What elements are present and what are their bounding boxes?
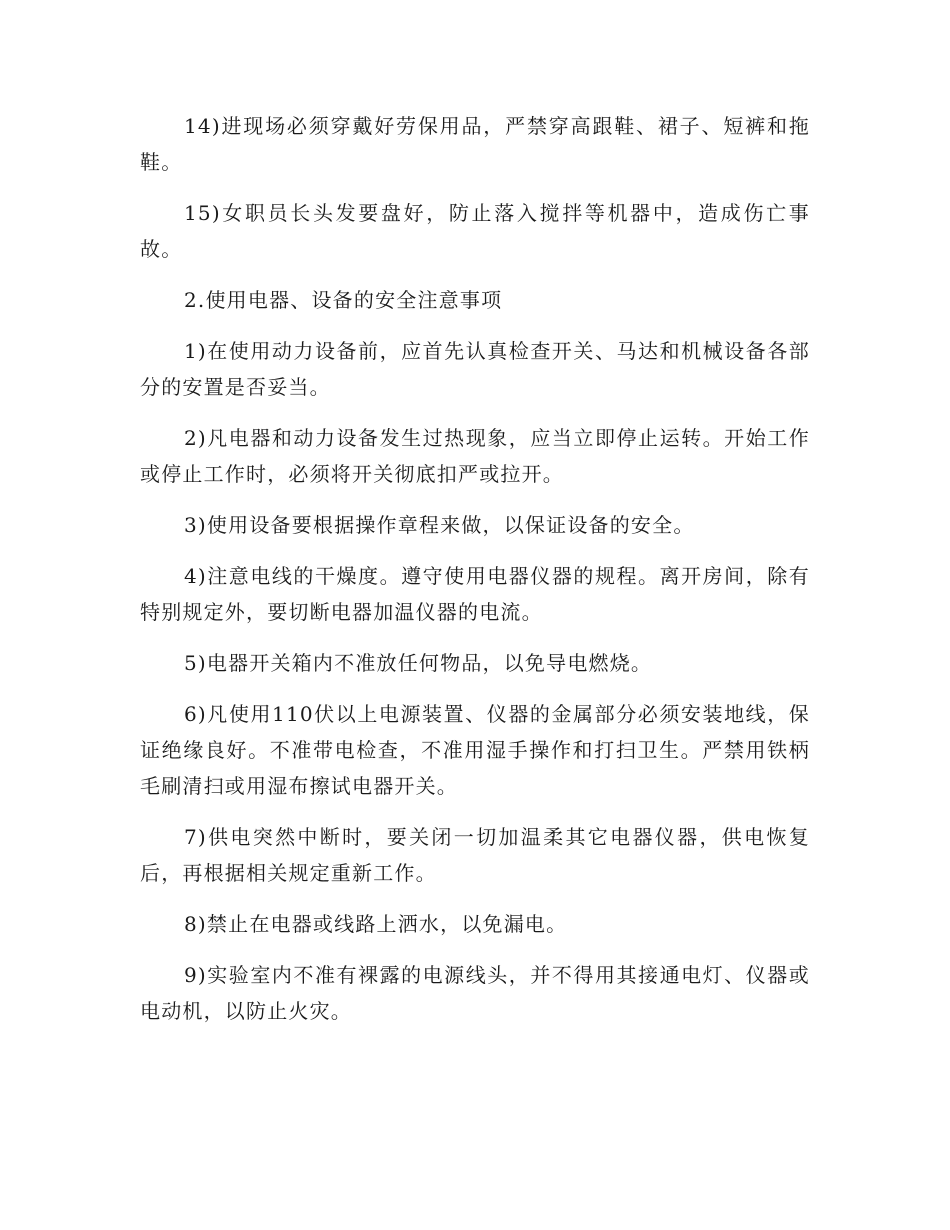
- paragraph-rule-15: 15)女职员长头发要盘好，防止落入搅拌等机器中，造成伤亡事故。: [140, 201, 810, 261]
- paragraph-item-4: 4)注意电线的干燥度。遵守使用电器仪器的规程。离开房间，除有特别规定外，要切断电器加温仪器的电流。: [140, 564, 810, 624]
- paragraph-item-6: 6)凡使用110伏以上电源装置、仪器的金属部分必须安装地线，保证绝缘良好。不准带电检查，不准用湿手操作和打扫卫生。严禁用铁柄毛刷清扫或用湿布擦试电器开关。: [140, 702, 810, 798]
- document-body: [140, 108, 810, 1044]
- paragraph-item-1: 1)在使用动力设备前，应首先认真检查开关、马达和机械设备各部分的安置是否妥当。: [140, 339, 810, 399]
- paragraph-item-8: 8)禁止在电器或线路上洒水，以免漏电。: [184, 912, 568, 936]
- paragraph-item-3: 3)使用设备要根据操作章程来做，以保证设备的安全。: [184, 513, 695, 537]
- paragraph-item-5: 5)电器开关箱内不准放任何物品，以免导电燃烧。: [184, 651, 653, 675]
- paragraph-rule-14: 14)进现场必须穿戴好劳保用品，严禁穿高跟鞋、裙子、短裤和拖鞋。: [140, 114, 810, 174]
- section-heading: 2.使用电器、设备的安全注意事项: [184, 288, 503, 312]
- paragraph-item-9: 9)实验室内不准有裸露的电源线头，并不得用其接通电灯、仪器或电动机，以防止火灾。: [140, 963, 810, 1023]
- paragraph-item-2: 2)凡电器和动力设备发生过热现象，应当立即停止运转。开始工作或停止工作时，必须将开关彻底扣严或拉开。: [140, 426, 810, 486]
- paragraph-item-7: 7)供电突然中断时，要关闭一切加温柔其它电器仪器，供电恢复后，再根据相关规定重新工作。: [140, 825, 810, 885]
